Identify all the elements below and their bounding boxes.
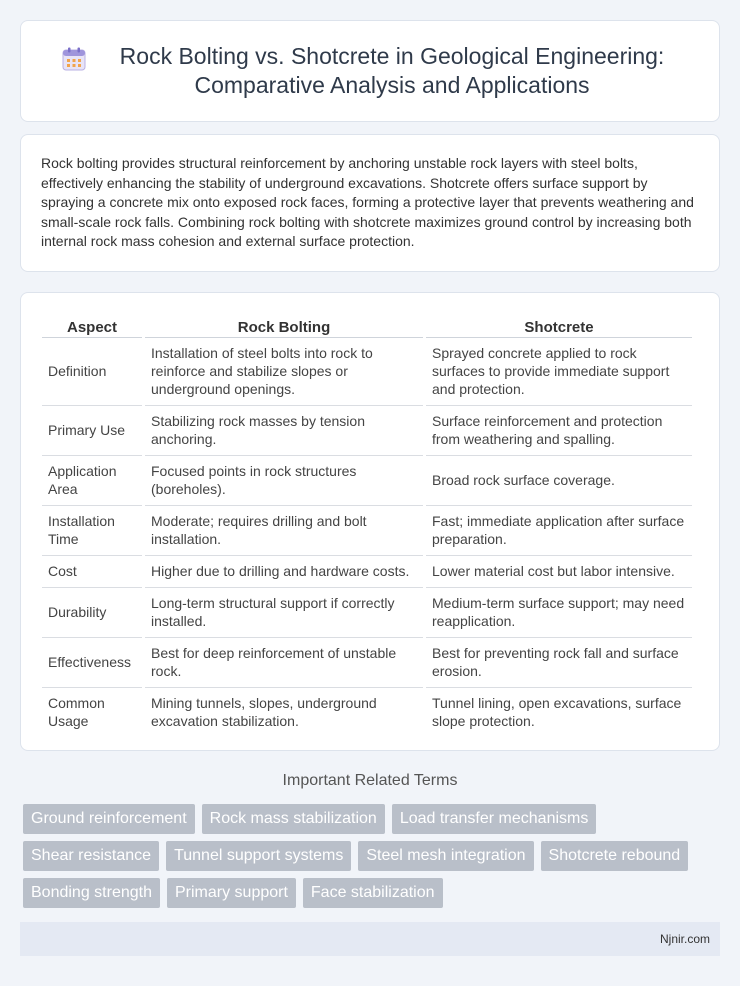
table-row (42, 638, 692, 688)
intro-paragraph: Rock bolting provides structural reinforcement by anchoring unstable rock layers with steel bolts, effectively enhancing the stability of underground excavations. Shotcrete offers surface support by spraying a concrete mix onto exposed rock faces, forming a protective layer that prevents weathering and small-scale rock falls. Combining rock bolting with shotcrete maximizes ground control by increasing both internal rock mass cohesion and external surface protection. (41, 155, 694, 249)
tag-row (23, 841, 723, 871)
row-shotcrete: Best for preventing rock fall and surface erosion. (426, 638, 692, 688)
row-aspect: Cost (42, 556, 142, 588)
related-terms-list (23, 804, 723, 915)
row-rock-bolting: Moderate; requires drilling and bolt installation. (145, 506, 423, 556)
row-aspect: Durability (42, 588, 142, 638)
row-aspect: Definition (42, 338, 142, 406)
row-shotcrete: Lower material cost but labor intensive. (426, 556, 692, 588)
table-row (42, 338, 692, 406)
table-row (42, 456, 692, 506)
tag-row (23, 878, 723, 908)
row-aspect: Effectiveness (42, 638, 142, 688)
row-aspect: Installation Time (42, 506, 142, 556)
tag-row (23, 804, 723, 834)
table-row (42, 406, 692, 456)
calendar-icon (61, 46, 87, 72)
row-rock-bolting: Installation of steel bolts into rock to reinforce and stabilize slopes or underground openings. (145, 338, 423, 406)
row-shotcrete: Sprayed concrete applied to rock surfaces to provide immediate support and protection. (426, 338, 692, 406)
row-aspect: Primary Use (42, 406, 142, 456)
intro-card (20, 134, 720, 272)
table-row (42, 688, 692, 737)
header-shotcrete: Shotcrete (426, 309, 692, 338)
row-rock-bolting: Mining tunnels, slopes, underground excavation stabilization. (151, 695, 377, 729)
table-header-row (42, 309, 692, 338)
footer (20, 922, 720, 956)
row-rock-bolting: Focused points in rock structures (boreholes). (145, 456, 423, 506)
related-term-tag[interactable]: Face stabilization (303, 878, 443, 908)
title-card (20, 20, 720, 122)
row-aspect: Application Area (42, 456, 142, 506)
related-term-tag[interactable]: Shear resistance (23, 841, 159, 871)
related-terms-heading: Important Related Terms (282, 772, 458, 789)
row-shotcrete: Medium-term surface support; may need reapplication. (426, 588, 692, 638)
row-shotcrete: Tunnel lining, open excavations, surface slope protection. (432, 695, 682, 729)
comparison-table (39, 309, 695, 737)
table-row (42, 588, 692, 638)
related-term-tag[interactable]: Ground reinforcement (23, 804, 195, 834)
row-rock-bolting: Best for deep reinforcement of unstable rock. (145, 638, 423, 688)
header-aspect: Aspect (42, 309, 142, 338)
related-term-tag[interactable]: Primary support (167, 878, 296, 908)
related-term-tag[interactable]: Tunnel support systems (166, 841, 351, 871)
row-aspect: Common Usage (48, 695, 105, 729)
footer-site-link[interactable]: Njnir.com (659, 932, 710, 946)
related-term-tag[interactable]: Steel mesh integration (358, 841, 533, 871)
row-rock-bolting: Higher due to drilling and hardware costs. (145, 556, 423, 588)
header-rock-bolting: Rock Bolting (145, 309, 423, 338)
table-row (42, 506, 692, 556)
row-shotcrete: Broad rock surface coverage. (426, 456, 692, 506)
page-title: Rock Bolting vs. Shotcrete in Geological Engineering: Comparative Analysis and Applications (119, 43, 665, 98)
related-term-tag[interactable]: Load transfer mechanisms (392, 804, 597, 834)
related-term-tag[interactable]: Rock mass stabilization (202, 804, 385, 834)
related-term-tag[interactable]: Shotcrete rebound (541, 841, 689, 871)
row-shotcrete: Surface reinforcement and protection from weathering and spalling. (426, 406, 692, 456)
comparison-card (20, 292, 720, 751)
row-rock-bolting: Stabilizing rock masses by tension anchoring. (145, 406, 423, 456)
table-row (42, 556, 692, 588)
row-rock-bolting: Long-term structural support if correctly installed. (145, 588, 423, 638)
row-shotcrete: Fast; immediate application after surface preparation. (426, 506, 692, 556)
related-term-tag[interactable]: Bonding strength (23, 878, 160, 908)
